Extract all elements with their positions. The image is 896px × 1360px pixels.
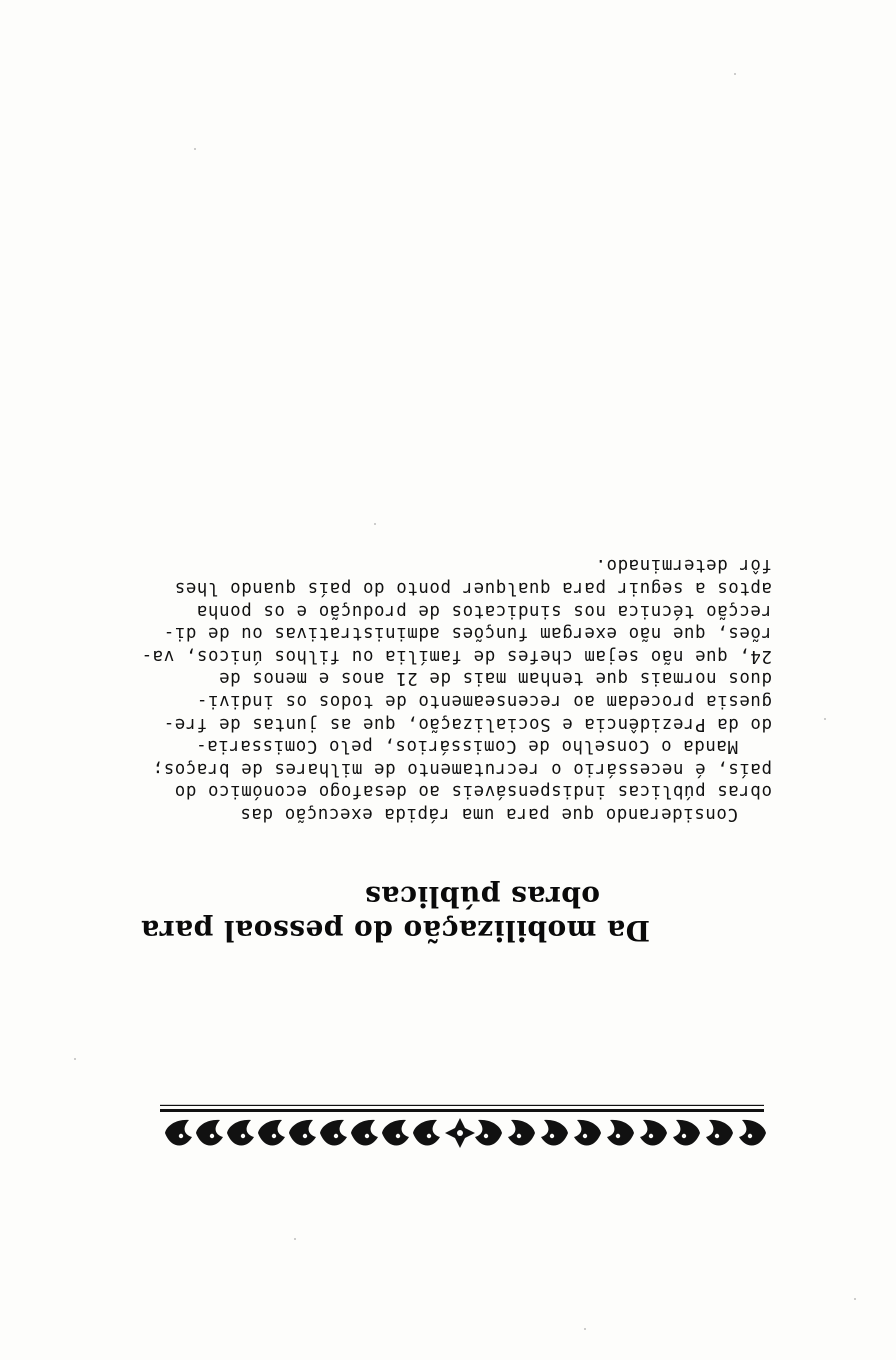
leaf-ornament-icon <box>607 1120 634 1146</box>
leaf-eye-icon <box>616 1134 620 1138</box>
leaf-eye-icon <box>715 1134 719 1138</box>
leaf-eye-icon <box>484 1134 488 1138</box>
body-line: Considerando que para uma rápida execução das <box>239 804 738 824</box>
rule-line-thin <box>160 1105 764 1106</box>
leaf-ornament-icon <box>351 1120 378 1146</box>
decorative-border-ornament <box>152 1092 772 1152</box>
leaf-ornament-icon <box>382 1120 409 1146</box>
leaf-ornament-icon <box>706 1120 733 1146</box>
paper-speck <box>854 1298 856 1300</box>
leaf-eye-icon <box>210 1134 214 1138</box>
paper-speck <box>194 148 196 150</box>
article-title-line-1: Da mobilização do pessoal para <box>140 914 650 947</box>
body-line: guesia procedam ao recenseamento de todos os indivi- <box>196 691 772 712</box>
leaf-ornament-icon <box>508 1120 535 1146</box>
leaf-ornament-icon <box>165 1120 192 1146</box>
leaf-eye-icon <box>272 1134 276 1138</box>
leaf-eye-icon <box>748 1134 752 1138</box>
leaf-eye-icon <box>396 1134 400 1138</box>
paper-speck <box>374 523 376 525</box>
paper-speck <box>584 1328 586 1330</box>
leaf-ornament-icon <box>196 1120 223 1146</box>
leaf-eye-icon <box>682 1134 686 1138</box>
leaf-ornament-icon <box>673 1120 700 1146</box>
paper-speck <box>734 73 736 75</box>
article-body <box>141 554 772 825</box>
leaf-ornament-icon <box>475 1120 502 1146</box>
paper-speck <box>294 1238 296 1240</box>
body-line: obras públicas indispensáveis ao desafogo económico do <box>174 781 772 802</box>
leaf-eye-icon <box>583 1134 587 1138</box>
leaf-eye-icon <box>427 1134 431 1138</box>
article-title <box>140 879 650 947</box>
leaf-ornament-icon <box>541 1120 568 1146</box>
leaf-ornament-icon <box>320 1120 347 1146</box>
leaf-ornament-icon <box>413 1120 440 1146</box>
body-line: rões, que não exergam funções administrativas ou de di- <box>163 623 772 644</box>
body-line: país, é necessário o recrutamento de milhares de braços; <box>152 758 772 779</box>
body-line: fôr determinado. <box>594 555 772 576</box>
leaf-ornament-icon <box>227 1120 254 1146</box>
body-line: do da Prezidência e Socialização, que as juntas de fre- <box>163 713 772 734</box>
leaf-eye-icon <box>365 1134 369 1138</box>
body-line: duos normais que tenham mais de 21 anos e menos de <box>218 668 772 689</box>
body-line: recção técnica nos sindicatos de produção e os ponha <box>196 600 772 621</box>
leaf-ornament-icon <box>739 1120 766 1146</box>
leaf-ornament-icon <box>640 1120 667 1146</box>
rule-line-thick <box>160 1109 764 1112</box>
leaf-ornament-icon <box>289 1120 316 1146</box>
leaf-ornament-icon <box>258 1120 285 1146</box>
leaf-eye-icon <box>517 1134 521 1138</box>
leaf-eye-icon <box>649 1134 653 1138</box>
paper-speck <box>74 1058 76 1060</box>
body-line: aptos a seguir para qualquer ponto do país quando lhes <box>174 578 772 599</box>
star-center-icon <box>457 1130 463 1136</box>
leaf-eye-icon <box>303 1134 307 1138</box>
body-line: 24, que não sejam chefes de família ou filhos únicos, va- <box>141 645 772 666</box>
body-line: Manda o Conselho de Comissários, pelo Comissaria- <box>195 736 738 757</box>
article-title-line-2: obras públicas <box>364 880 600 913</box>
leaf-eye-icon <box>179 1134 183 1138</box>
leaf-eye-icon <box>550 1134 554 1138</box>
paper-speck <box>824 718 826 720</box>
leaf-eye-icon <box>241 1134 245 1138</box>
leaf-ornament-icon <box>574 1120 601 1146</box>
leaf-eye-icon <box>334 1134 338 1138</box>
